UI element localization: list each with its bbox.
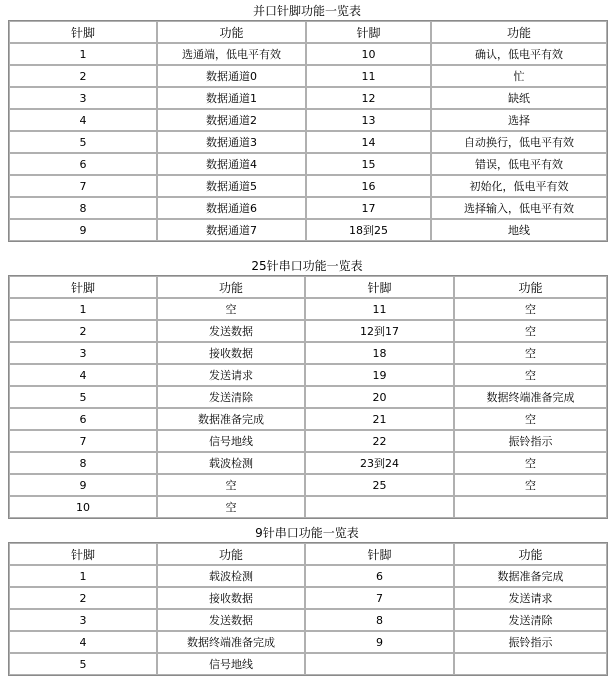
function-cell: 信号地线 <box>157 653 305 675</box>
function-cell: 数据终端准备完成 <box>454 386 607 408</box>
pin-cell: 14 <box>306 131 431 153</box>
table-row <box>9 197 607 219</box>
function-cell: 数据准备完成 <box>157 408 305 430</box>
pin-cell: 7 <box>9 175 157 197</box>
table-body <box>9 543 607 675</box>
pin-cell: 12 <box>306 87 431 109</box>
header-function: 功能 <box>157 543 305 565</box>
function-cell: 空 <box>454 474 607 496</box>
function-cell: 数据通道4 <box>157 153 306 175</box>
table-header-row <box>9 21 607 43</box>
pin-cell: 9 <box>305 631 454 653</box>
pin-cell: 21 <box>305 408 454 430</box>
table-row <box>9 565 607 587</box>
pin-cell: 25 <box>305 474 454 496</box>
table-body <box>9 21 607 241</box>
table-row <box>9 430 607 452</box>
function-cell: 数据通道0 <box>157 65 306 87</box>
function-cell: 空 <box>157 474 305 496</box>
function-cell: 数据通道2 <box>157 109 306 131</box>
function-cell: 振铃指示 <box>454 631 607 653</box>
function-cell: 空 <box>157 298 305 320</box>
serial25-table <box>8 275 608 519</box>
parallel-port-section <box>8 2 606 242</box>
table-row <box>9 298 607 320</box>
function-cell: 确认，低电平有效 <box>431 43 607 65</box>
table-row <box>9 219 607 241</box>
pin-cell: 8 <box>9 197 157 219</box>
function-cell: 接收数据 <box>157 342 305 364</box>
pin-cell: 10 <box>9 496 157 518</box>
function-cell: 发送数据 <box>157 609 305 631</box>
table-row <box>9 153 607 175</box>
table-row <box>9 474 607 496</box>
function-cell: 选通端，低电平有效 <box>157 43 306 65</box>
table-row <box>9 408 607 430</box>
function-cell: 错误，低电平有效 <box>431 153 607 175</box>
pin-cell: 23到24 <box>305 452 454 474</box>
serial9-section <box>8 524 606 676</box>
function-cell: 数据通道6 <box>157 197 306 219</box>
pin-cell: 18到25 <box>306 219 431 241</box>
pin-cell: 9 <box>9 219 157 241</box>
function-cell: 数据终端准备完成 <box>157 631 305 653</box>
pin-cell: 3 <box>9 342 157 364</box>
table-row <box>9 43 607 65</box>
header-pin: 针脚 <box>306 21 431 43</box>
pin-cell: 11 <box>305 298 454 320</box>
function-cell: 载波检测 <box>157 452 305 474</box>
function-cell: 振铃指示 <box>454 430 607 452</box>
table-header-row <box>9 276 607 298</box>
table-row <box>9 342 607 364</box>
table-row <box>9 175 607 197</box>
function-cell <box>454 653 607 675</box>
parallel-port-caption: 并口针脚功能一览表 <box>252 4 361 18</box>
table-row <box>9 386 607 408</box>
header-function: 功能 <box>454 543 607 565</box>
pin-cell: 5 <box>9 386 157 408</box>
function-cell: 信号地线 <box>157 430 305 452</box>
pin-cell: 17 <box>306 197 431 219</box>
table-row <box>9 131 607 153</box>
serial25-section <box>8 257 606 519</box>
pin-cell: 6 <box>9 408 157 430</box>
function-cell: 空 <box>454 298 607 320</box>
function-cell: 发送清除 <box>454 609 607 631</box>
header-function: 功能 <box>454 276 607 298</box>
pin-cell: 22 <box>305 430 454 452</box>
table-row <box>9 87 607 109</box>
function-cell: 地线 <box>431 219 607 241</box>
pin-cell: 1 <box>9 43 157 65</box>
function-cell: 选择输入，低电平有效 <box>431 197 607 219</box>
function-cell: 数据通道7 <box>157 219 306 241</box>
pin-cell: 2 <box>9 65 157 87</box>
header-pin: 针脚 <box>9 276 157 298</box>
function-cell: 数据通道1 <box>157 87 306 109</box>
function-cell: 忙 <box>431 65 607 87</box>
pin-cell: 4 <box>9 109 157 131</box>
function-cell: 发送请求 <box>454 587 607 609</box>
pin-cell: 5 <box>9 653 157 675</box>
pin-cell: 2 <box>9 320 157 342</box>
pin-cell: 18 <box>305 342 454 364</box>
function-cell: 缺纸 <box>431 87 607 109</box>
pin-cell: 1 <box>9 298 157 320</box>
function-cell: 发送清除 <box>157 386 305 408</box>
pin-cell: 20 <box>305 386 454 408</box>
pin-cell: 19 <box>305 364 454 386</box>
function-cell: 发送请求 <box>157 364 305 386</box>
function-cell: 空 <box>157 496 305 518</box>
parallel-port-table <box>8 20 608 242</box>
table-header-row <box>9 543 607 565</box>
function-cell: 载波检测 <box>157 565 305 587</box>
function-cell: 接收数据 <box>157 587 305 609</box>
header-pin: 针脚 <box>9 21 157 43</box>
pin-cell <box>305 653 454 675</box>
header-function: 功能 <box>157 276 305 298</box>
function-cell <box>454 496 607 518</box>
serial25-caption: 25针串口功能一览表 <box>251 259 363 273</box>
function-cell: 空 <box>454 342 607 364</box>
header-function: 功能 <box>157 21 306 43</box>
pin-cell: 10 <box>306 43 431 65</box>
pin-cell: 7 <box>305 587 454 609</box>
pin-cell: 6 <box>305 565 454 587</box>
pin-cell: 1 <box>9 565 157 587</box>
function-cell: 空 <box>454 364 607 386</box>
pin-cell: 15 <box>306 153 431 175</box>
function-cell: 数据通道5 <box>157 175 306 197</box>
function-cell: 数据准备完成 <box>454 565 607 587</box>
pin-cell: 4 <box>9 631 157 653</box>
header-function: 功能 <box>431 21 607 43</box>
serial9-caption: 9针串口功能一览表 <box>255 526 359 540</box>
pin-cell: 2 <box>9 587 157 609</box>
pin-cell: 4 <box>9 364 157 386</box>
pin-cell: 16 <box>306 175 431 197</box>
pin-cell: 3 <box>9 87 157 109</box>
table-row <box>9 496 607 518</box>
table-row <box>9 320 607 342</box>
table-row <box>9 609 607 631</box>
table-row <box>9 364 607 386</box>
pin-cell: 5 <box>9 131 157 153</box>
pin-cell: 6 <box>9 153 157 175</box>
table-row <box>9 65 607 87</box>
function-cell: 发送数据 <box>157 320 305 342</box>
pin-cell: 7 <box>9 430 157 452</box>
header-pin: 针脚 <box>305 543 454 565</box>
table-row <box>9 653 607 675</box>
pin-cell: 12到17 <box>305 320 454 342</box>
header-pin: 针脚 <box>305 276 454 298</box>
table-row <box>9 631 607 653</box>
pin-cell: 8 <box>305 609 454 631</box>
pin-cell: 8 <box>9 452 157 474</box>
table-body <box>9 276 607 518</box>
function-cell: 数据通道3 <box>157 131 306 153</box>
function-cell: 初始化，低电平有效 <box>431 175 607 197</box>
function-cell: 空 <box>454 320 607 342</box>
table-row <box>9 452 607 474</box>
pin-cell: 13 <box>306 109 431 131</box>
table-row <box>9 587 607 609</box>
serial9-table <box>8 542 608 676</box>
header-pin: 针脚 <box>9 543 157 565</box>
pin-cell: 9 <box>9 474 157 496</box>
table-row <box>9 109 607 131</box>
pin-cell <box>305 496 454 518</box>
function-cell: 自动换行，低电平有效 <box>431 131 607 153</box>
pin-cell: 3 <box>9 609 157 631</box>
pin-cell: 11 <box>306 65 431 87</box>
function-cell: 空 <box>454 452 607 474</box>
function-cell: 空 <box>454 408 607 430</box>
function-cell: 选择 <box>431 109 607 131</box>
